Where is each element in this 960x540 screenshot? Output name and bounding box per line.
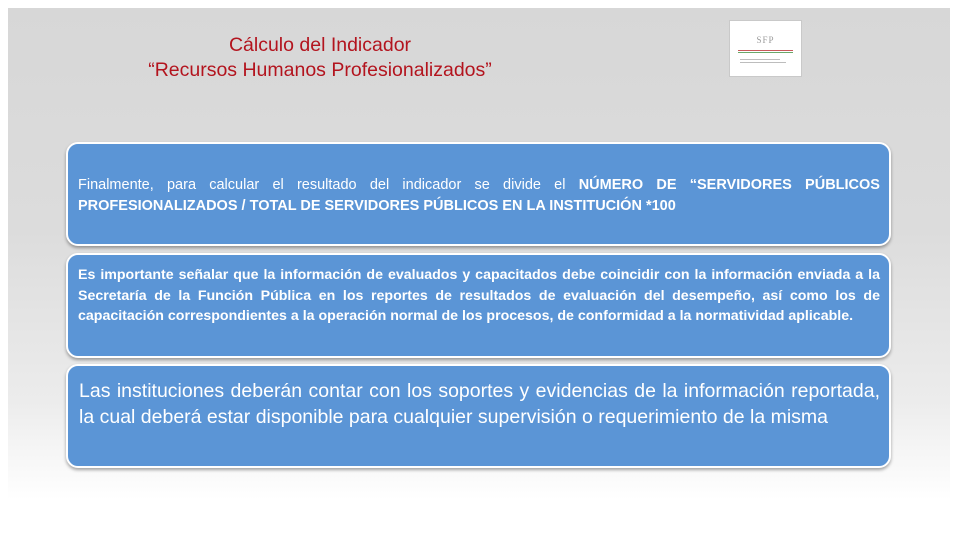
info-box-evidence: [66, 364, 891, 468]
logo-green-rule: [738, 52, 793, 53]
logo-fine-line: [740, 62, 786, 63]
evidence-paragraph: Las instituciones deberán contar con los soportes y evidencias de la información reportada, la cual deberá estar disponible para cualquier supervisión o requerimiento de la misma: [79, 380, 880, 428]
title-line-1: Cálculo del Indicador: [228, 34, 412, 56]
slide-title: [100, 33, 540, 83]
logo-text: SFP: [756, 35, 775, 45]
title-line-2: “Recursos Humanos Profesionalizados”: [148, 59, 492, 81]
note-paragraph: Es importante señalar que la información de evaluados y capacitados debe coincidir con la información enviada a la Secretaría de la Función Pública en los reportes de resultados de evaluación del desempeño, así como los de capacitación correspondientes a la operación normal de los procesos, de conformidad a la normatividad aplicable.: [78, 267, 880, 324]
formula-paragraph: [78, 175, 880, 217]
logo-red-rule: [738, 50, 793, 51]
info-box-note: [66, 253, 891, 358]
formula-bold-text: NÚMERO DE “SERVIDORES PÚBLICOS PROFESIONALIZADOS / TOTAL DE SERVIDORES PÚBLICOS EN LA INSTITUCIÓN *100: [78, 177, 880, 214]
logo-fine-line: [740, 59, 780, 60]
sfp-logo: [729, 20, 802, 77]
info-box-formula: [66, 142, 891, 246]
formula-plain-text: Finalmente, para calcular el resultado del indicador se divide el: [78, 177, 579, 193]
